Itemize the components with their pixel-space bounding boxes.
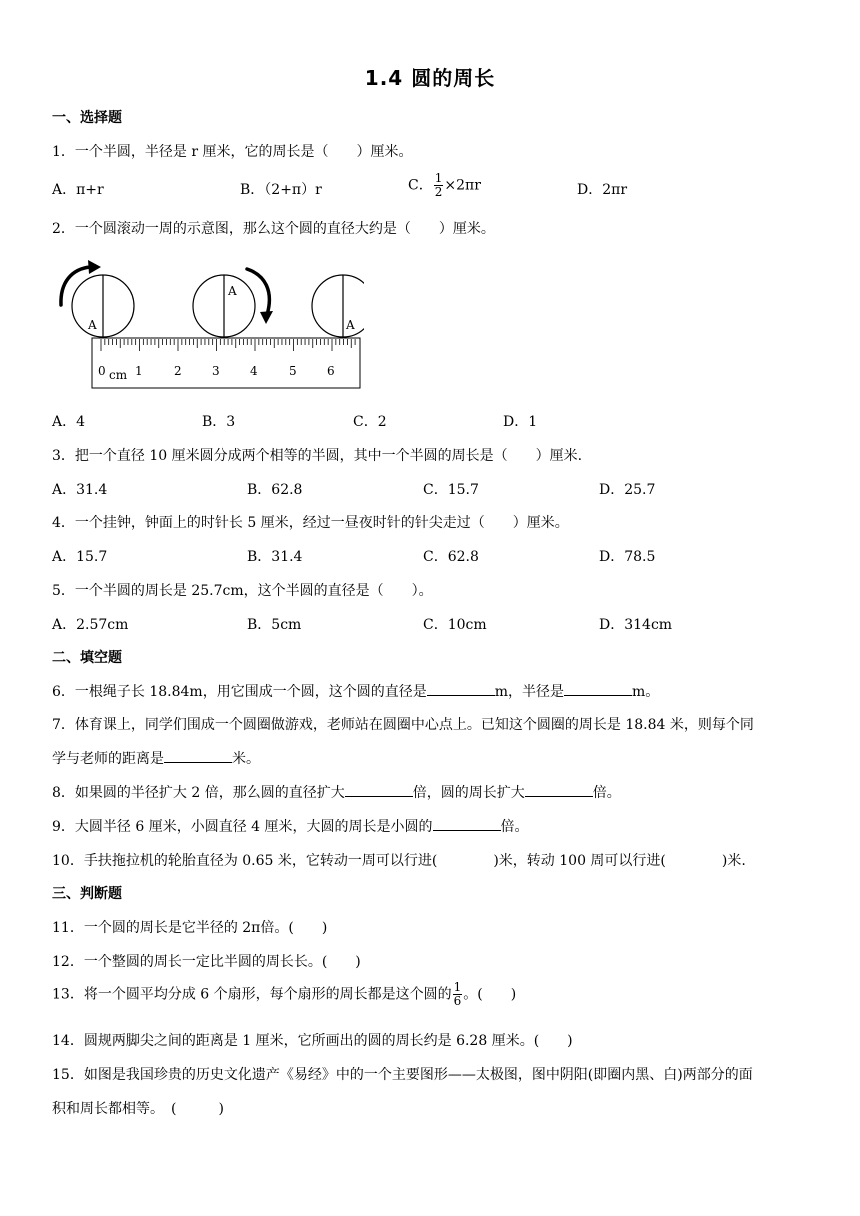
question-2-stem: 2．一个圆滚动一周的示意图，那么这个圆的直径大约是（ ）厘米。	[52, 221, 495, 237]
question-1-option-d: D．2πr	[577, 182, 628, 198]
ruler-label-2: 2	[174, 364, 182, 378]
question-1-option-b: B．（2+π）r	[240, 182, 322, 198]
question-1-option-a: A．π+r	[52, 182, 104, 198]
question-13	[52, 981, 516, 1008]
question-3-stem: 3．把一个直径 10 厘米圆分成两个相等的半圆，其中一个半圆的周长是（ ）厘米.	[52, 448, 583, 464]
page-title: 1.4 圆的周长	[364, 66, 496, 90]
ruler-label-6: 6	[327, 364, 335, 378]
question-8	[52, 782, 621, 802]
ruler-label-3: 3	[212, 364, 220, 378]
question-2-option-d: D．1	[503, 414, 538, 430]
question-5-option-b: B．5cm	[247, 617, 302, 633]
fraction-one-sixth	[453, 981, 463, 1008]
question-3-option-d: D．25.7	[599, 482, 656, 498]
question-9-part-2: 倍。	[500, 819, 529, 835]
question-1-stem: 1．一个半圆，半径是 r 厘米，它的周长是（ ）厘米。	[52, 144, 413, 160]
section-heading-choice: 一、选择题	[52, 110, 122, 126]
rolling-circle-figure	[52, 257, 364, 390]
question-12: 12．一个整圆的周长一定比半圆的周长长。( )	[52, 954, 361, 970]
question-5-option-c: C．10cm	[423, 617, 487, 633]
fraction-denominator: 2	[434, 185, 443, 199]
rolling-circle-svg	[52, 257, 364, 390]
arrowhead-right-icon	[260, 311, 273, 324]
fraction-numerator: 1	[453, 980, 462, 994]
rotate-arrow-right-icon	[247, 269, 269, 315]
question-9	[52, 816, 529, 836]
question-4-option-c: C．62.8	[423, 549, 479, 565]
label-a-start: A	[88, 318, 97, 332]
answer-blank[interactable]	[164, 750, 232, 763]
question-9-part-1: 9．大圆半径 6 厘米，小圆直径 4 厘米，大圆的周长是小圆的	[52, 819, 433, 835]
question-5-option-d: D．314cm	[599, 617, 673, 633]
question-14: 14．圆规两脚尖之间的距离是 1 厘米，它所画出的圆的周长约是 6.28 厘米。( )	[52, 1033, 573, 1049]
ruler	[92, 338, 360, 388]
rotate-arrow-left-icon	[61, 267, 90, 305]
label-a-middle: A	[228, 284, 237, 298]
question-7-line-1: 7．体育课上，同学们围成一个圆圈做游戏，老师站在圆圈中心点上。已知这个圆圈的周长是 18.84 米，则每个同	[52, 717, 754, 733]
question-7-line-2	[52, 748, 260, 768]
question-3-option-b: B．62.8	[247, 482, 303, 498]
answer-blank[interactable]	[433, 818, 501, 831]
question-15-line-1: 15．如图是我国珍贵的历史文化遗产《易经》中的一个主要图形——太极图，图中阴阳(即圈内黑、白)两部分的面	[52, 1067, 753, 1083]
question-2-option-a: A．4	[52, 414, 86, 430]
question-7-part-2: 米。	[232, 751, 260, 767]
section-heading-fill-blank: 二、填空题	[52, 650, 122, 666]
answer-blank[interactable]	[427, 683, 495, 696]
question-5-stem: 5．一个半圆的周长是 25.7cm，这个半圆的直径是（ ）。	[52, 583, 433, 599]
arrowhead-left-icon	[88, 260, 101, 274]
fraction-one-half	[434, 172, 444, 199]
option-c-prefix: C．	[408, 177, 433, 194]
question-6-part-1: 6．一根绳子长 18.84m，用它围成一个圆，这个圆的直径是	[52, 684, 427, 700]
question-13-part-1: 13．将一个圆平均分成 6 个扇形，每个扇形的周长都是这个圆的	[52, 986, 452, 1003]
circle-end	[312, 275, 364, 337]
question-7-part-1: 学与老师的距离是	[52, 751, 164, 767]
question-8-part-3: 倍。	[592, 785, 621, 801]
fraction-denominator: 6	[453, 994, 462, 1008]
question-4-option-a: A．15.7	[52, 549, 108, 565]
fraction-numerator: 1	[434, 171, 443, 185]
question-4-option-d: D．78.5	[599, 549, 656, 565]
ruler-label-5: 5	[289, 364, 297, 378]
question-15-line-2: 积和周长都相等。 ( )	[52, 1101, 224, 1117]
question-2-option-c: C．2	[353, 414, 387, 430]
question-1-option-c	[408, 172, 481, 199]
ruler-unit: cm	[109, 368, 128, 382]
answer-blank[interactable]	[345, 784, 413, 797]
question-6-part-2: m，半径是	[494, 684, 564, 700]
question-3-option-c: C．15.7	[423, 482, 479, 498]
ruler-label-0: 0	[98, 364, 106, 378]
question-5-option-a: A．2.57cm	[52, 617, 129, 633]
answer-blank[interactable]	[525, 784, 593, 797]
question-6-part-3: m。	[632, 684, 660, 700]
label-a-end: A	[346, 318, 355, 332]
ruler-label-4: 4	[250, 364, 258, 378]
question-8-part-2: 倍，圆的周长扩大	[412, 785, 525, 801]
question-4-stem: 4．一个挂钟，钟面上的时针长 5 厘米，经过一昼夜时针的针尖走过（ ）厘米。	[52, 515, 569, 531]
option-c-suffix: ×2πr	[444, 177, 481, 194]
answer-blank[interactable]	[564, 683, 632, 696]
question-3-option-a: A．31.4	[52, 482, 108, 498]
question-6	[52, 681, 659, 701]
question-11: 11．一个圆的周长是它半径的 2π倍。( )	[52, 920, 328, 936]
question-2-option-b: B．3	[202, 414, 236, 430]
question-8-part-1: 8．如果圆的半径扩大 2 倍，那么圆的直径扩大	[52, 785, 345, 801]
question-13-part-2: 。( )	[463, 986, 517, 1003]
question-4-option-b: B．31.4	[247, 549, 303, 565]
ruler-label-1: 1	[135, 364, 143, 378]
question-10: 10．手扶拖拉机的轮胎直径为 0.65 米，它转动一周可以行进( )米，转动 100 周可以行进( )米.	[52, 853, 746, 869]
section-heading-true-false: 三、判断题	[52, 886, 122, 902]
